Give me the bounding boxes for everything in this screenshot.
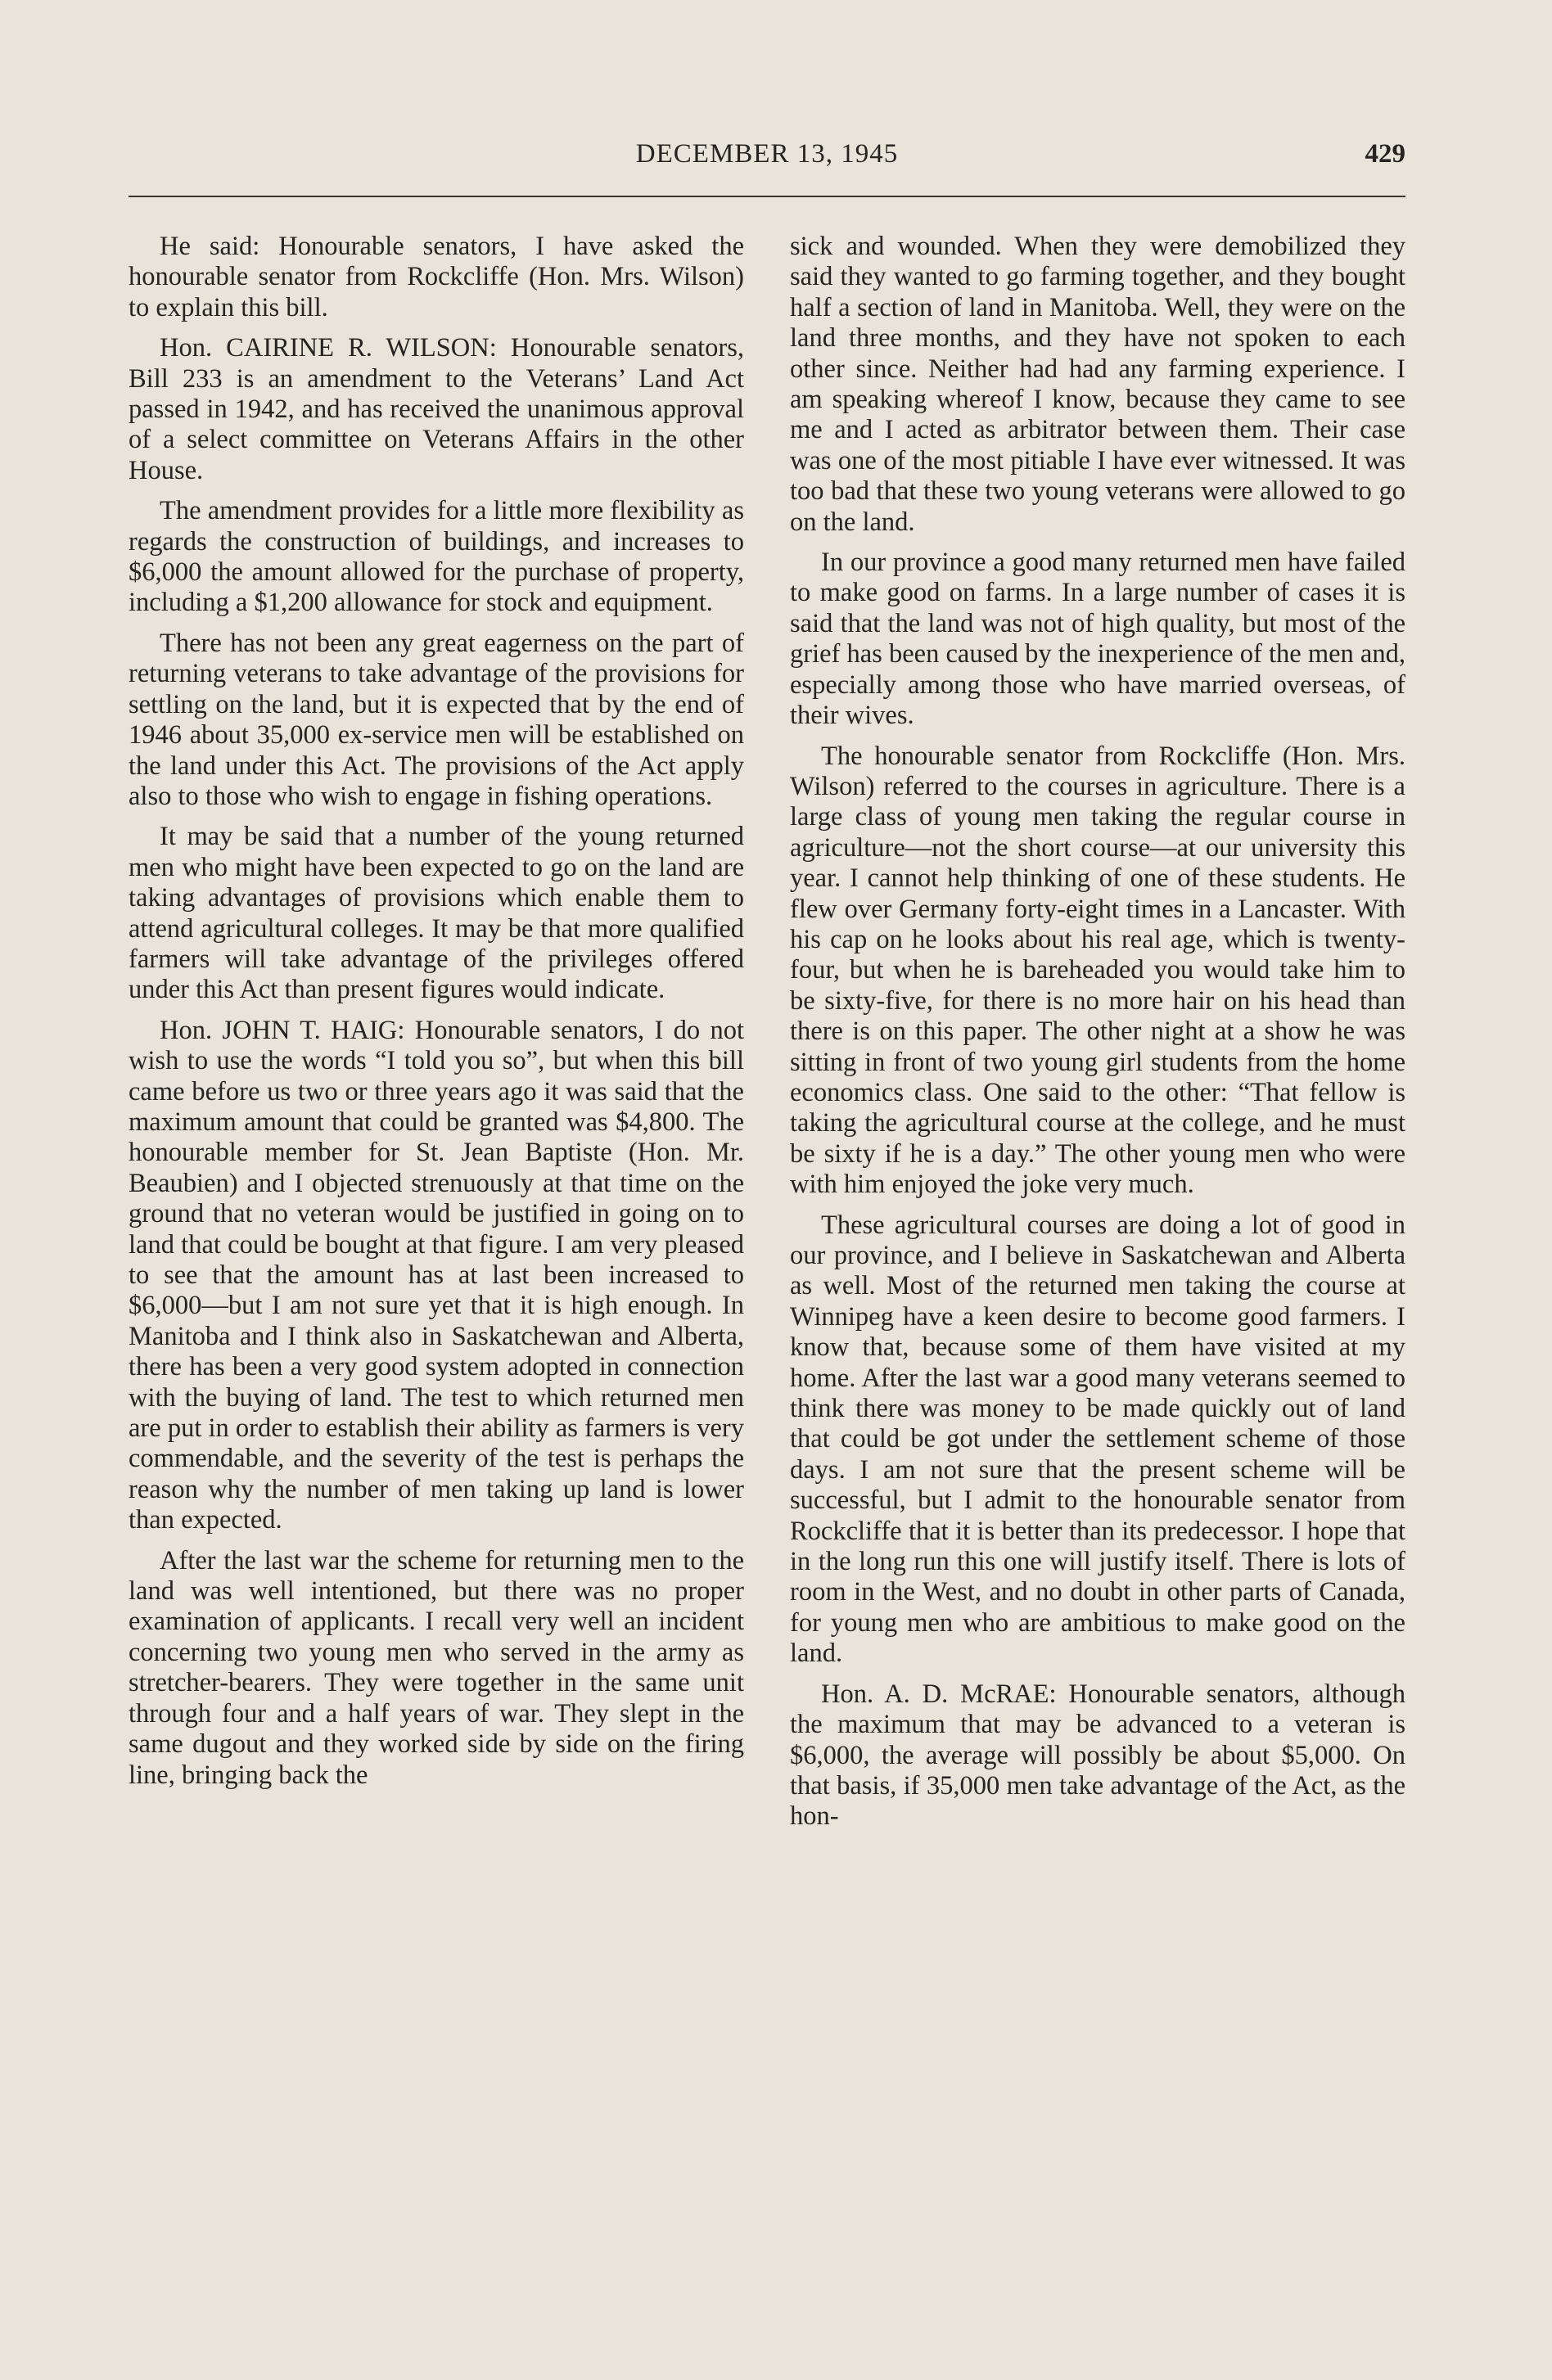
paragraph: There has not been any great eagerness on the part of returning veterans to take advantage of the provisions for settling on the land, but it is expected that by the end of 1946 about 35,000 ex-service men will be established on the land under this Act. The provisions of the Act apply also to those who wish to engage in fishing operations.	[129, 628, 744, 811]
right-column	[790, 232, 1405, 1842]
paragraph: Hon. JOHN T. HAIG: Honourable senators, I do not wish to use the words “I told you so”, but when this bill came before us two or three years ago it was said that the maximum amount that could be granted was $4,800. The honourable member for St. Jean Baptiste (Hon. Mr. Beaubien) and I objected strenuously at that time on the ground that no veteran would be justified in going on to land that could be bought at that figure. I am very pleased to see that the amount has at last been increased to $6,000—but I am not sure yet that it is high enough. In Manitoba and I think also in Saskatchewan and Alberta, there has been a very good system adopted in connection with the buying of land. The test to which returned men are put in order to establish their ability as farmers is very commendable, and the severity of the test is perhaps the reason why the number of men taking up land is lower than expected.	[129, 1015, 744, 1535]
header-rule	[129, 196, 1405, 197]
paragraph: Hon. CAIRINE R. WILSON: Honourable senators, Bill 233 is an amendment to the Veterans’ Land Act passed in 1942, and has received the unanimous approval of a select committee on Veterans Affairs in the other House.	[129, 333, 744, 485]
paragraph: sick and wounded. When they were demobilized they said they wanted to go farming together, and they bought half a section of land in Manitoba. Well, they were on the land three months, and they have not spoken to each other since. Neither had had any farming experience. I am speaking whereof I know, because they came to see me and I acted as arbitrator between them. Their case was one of the most pitiable I have ever witnessed. It was too bad that these two young veterans were allowed to go on the land.	[790, 232, 1405, 537]
paragraph: The honourable senator from Rockcliffe (Hon. Mrs. Wilson) referred to the courses in agriculture. There is a large class of young men taking the regular course in agriculture—not the short course—at our university this year. I cannot help thinking of one of these students. He flew over Germany forty-eight times in a Lancaster. With his cap on he looks about his real age, which is twenty-four, but when he is bareheaded you would take him to be sixty-five, for there is no more hair on his head than there is on this paper. The other night at a show he was sitting in front of two young girl students from the home economics class. One said to the other: “That fellow is taking the agricultural course at the college, and he must be sixty if he is a day.” The other young men who were with him enjoyed the joke very much.	[790, 741, 1405, 1200]
left-column	[129, 232, 744, 1801]
paragraph: After the last war the scheme for returning men to the land was well intentioned, but there was no proper examination of applicants. I recall very well an incident concerning two young men who served in the army as stretcher-bearers. They were together in the same unit through four and a half years of war. They slept in the same dugout and they worked side by side on the firing line, bringing back the	[129, 1545, 744, 1790]
page-number: 429	[1365, 139, 1405, 169]
paragraph: It may be said that a number of the young returned men who might have been expected to go on the land are taking advantages of provisions which enable them to attend agricultural colleges. It may be that more qualified farmers will take advantage of the privileges offered under this Act than present figures would indicate.	[129, 822, 744, 1005]
paragraph: In our province a good many returned men have failed to make good on farms. In a large number of cases it is said that the land was not of high quality, but most of the grief has been caused by the inexperience of the men and, especially among those who have married overseas, of their wives.	[790, 548, 1405, 731]
page-header	[129, 139, 1405, 188]
paragraph: The amendment provides for a little more flexibility as regards the construction of buildings, and increases to $6,000 the amount allowed for the purchase of property, including a $1,200 allowance for stock and equipment.	[129, 496, 744, 618]
header-date: DECEMBER 13, 1945	[635, 139, 899, 169]
paragraph: These agricultural courses are doing a lot of good in our province, and I believe in Saskatchewan and Alberta as well. Most of the returned men taking the course at Winnipeg have a keen desire to become good farmers. I know that, because some of them have visited at my home. After the last war a good many veterans seemed to think there was money to be made quickly out of land that could be got under the settlement scheme of those days. I am not sure that the present scheme will be successful, but I admit to the honourable senator from Rockcliffe that it is better than its predecessor. I hope that in the long run this one will justify itself. There is lots of room in the West, and no doubt in other parts of Canada, for young men who are ambitious to make good on the land.	[790, 1210, 1405, 1669]
paragraph: Hon. A. D. McRAE: Honourable senators, although the maximum that may be advanced to a veteran is $6,000, the average will possibly be about $5,000. On that basis, if 35,000 men take advantage of the Act, as the hon-	[790, 1679, 1405, 1832]
paragraph: He said: Honourable senators, I have asked the honourable senator from Rockcliffe (Hon. Mrs. Wilson) to explain this bill.	[129, 232, 744, 322]
